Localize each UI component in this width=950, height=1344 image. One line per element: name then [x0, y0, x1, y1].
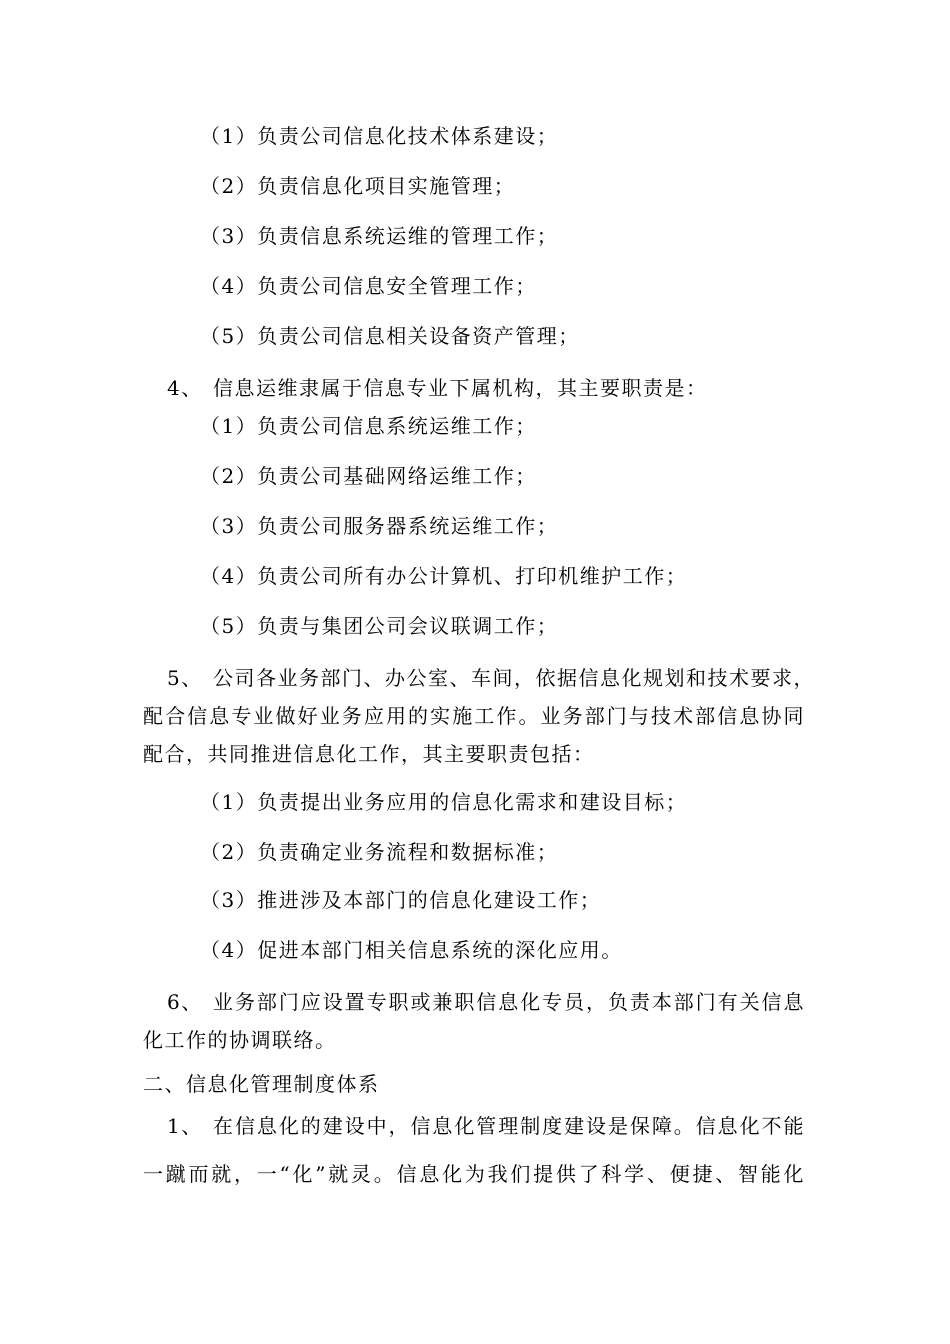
- paragraph-line: 信息运维隶属于信息专业下属机构，其主要职责是：: [213, 376, 708, 400]
- list-item: （1）负责公司信息化技术体系建设；: [200, 124, 559, 148]
- item-number: 1、: [167, 1114, 203, 1138]
- list-item: （5）负责与集团公司会议联调工作；: [200, 614, 559, 638]
- paragraph-line: 公司各业务部门、办公室、车间，依据信息化规划和技术要求，: [213, 666, 815, 690]
- list-item: （4）负责公司信息安全管理工作；: [200, 274, 537, 298]
- paragraph-line: 一蹴而就，一“化”就灵。信息化为我们提供了科学、便捷、智能化: [143, 1162, 805, 1186]
- item-number: 6、: [167, 990, 203, 1014]
- list-item: （3）推进涉及本部门的信息化建设工作；: [200, 888, 602, 912]
- list-item: （1）负责提出业务应用的信息化需求和建设目标；: [200, 790, 688, 814]
- list-item: （3）负责公司服务器系统运维工作；: [200, 514, 559, 538]
- list-item: （4）促进本部门相关信息系统的深化应用。: [200, 938, 623, 962]
- list-item: （2）负责信息化项目实施管理；: [200, 174, 516, 198]
- list-item: （4）负责公司所有办公计算机、打印机维护工作；: [200, 564, 688, 588]
- paragraph-line: 化工作的协调联络。: [143, 1028, 337, 1052]
- paragraph-line: 配合信息专业做好业务应用的实施工作。业务部门与技术部信息协同: [143, 704, 805, 728]
- list-item: （2）负责公司基础网络运维工作；: [200, 464, 537, 488]
- item-number: 4、: [167, 376, 203, 400]
- paragraph-line: 业务部门应设置专职或兼职信息化专员，负责本部门有关信息: [213, 990, 805, 1014]
- item-number: 5、: [167, 666, 203, 690]
- list-item: （1）负责公司信息系统运维工作；: [200, 414, 537, 438]
- list-item: （5）负责公司信息相关设备资产管理；: [200, 324, 580, 348]
- list-item: （3）负责信息系统运维的管理工作；: [200, 224, 559, 248]
- list-item: （2）负责确定业务流程和数据标准；: [200, 840, 559, 864]
- paragraph-line: 配合，共同推进信息化工作，其主要职责包括：: [143, 742, 595, 766]
- paragraph-line: 在信息化的建设中，信息化管理制度建设是保障。信息化不能: [213, 1114, 805, 1138]
- section-heading: 二、信息化管理制度体系: [143, 1072, 380, 1096]
